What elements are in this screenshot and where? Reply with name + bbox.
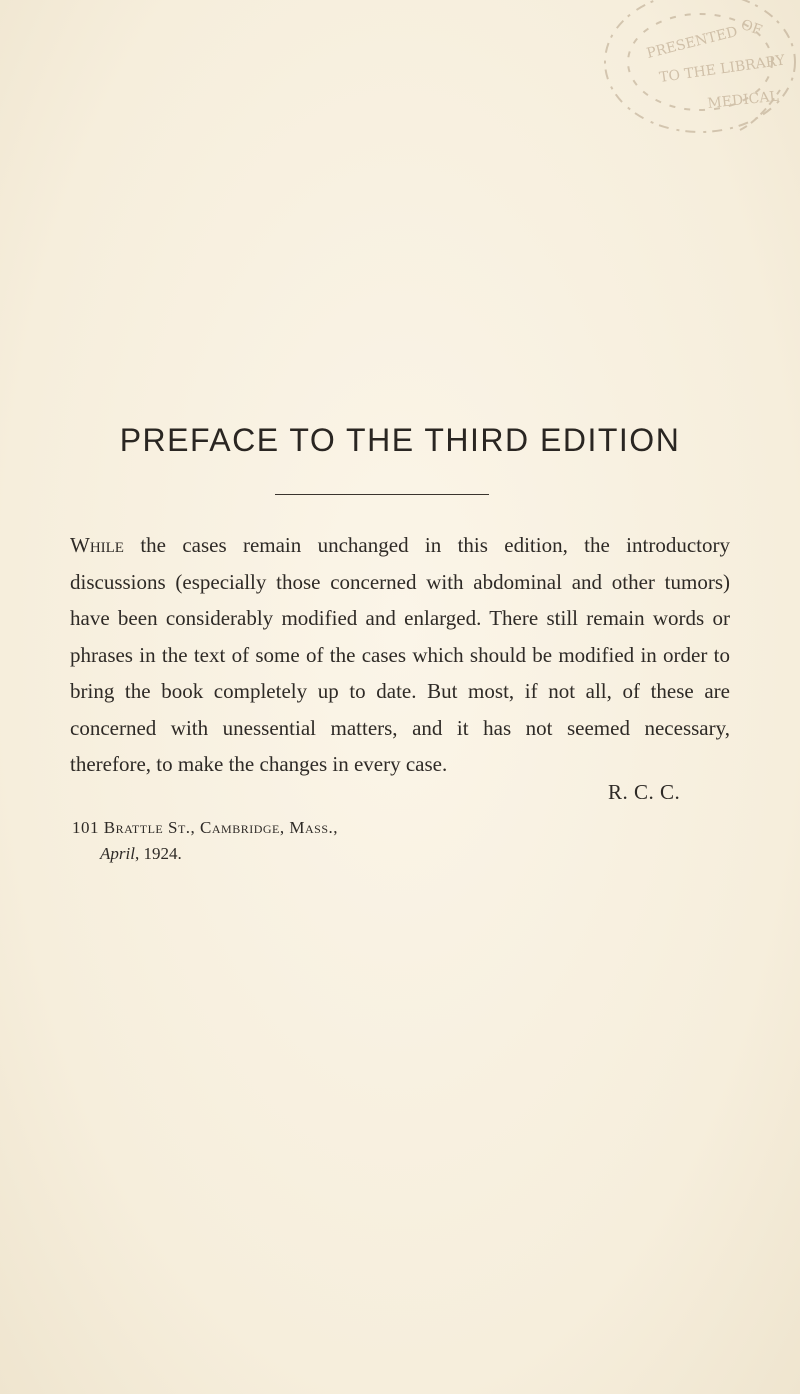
svg-text:OF: OF	[738, 16, 765, 40]
preface-paragraph	[70, 527, 730, 783]
page-title: PREFACE TO THE THIRD EDITION	[119, 422, 681, 458]
title-divider	[275, 494, 489, 495]
svg-text:PRESENTED: PRESENTED	[645, 23, 740, 62]
address-year: , 1924.	[134, 844, 182, 863]
library-stamp-icon	[590, 0, 800, 160]
address-street: 101 Brattle St., Cambridge, Mass.,	[72, 818, 339, 837]
author-address	[72, 815, 338, 867]
address-month: April	[100, 844, 135, 863]
svg-text:TO THE LIBRARY: TO THE LIBRARY	[658, 52, 786, 86]
address-date	[72, 841, 338, 867]
preface-text: the cases remain unchanged in this edition, the introductory discussions (especially those concerned with abdominal and other tumors) have been considerably modified and enlarged. There still remain words or phrases in the text of some of the cases which should be modified in order to bring the book completely up to date. But most, if not all, of these are concerned with unessential matters, and it has not seemed necessary, therefore, to make the changes in every case.	[70, 533, 730, 776]
author-initials: R. C. C.	[608, 780, 681, 804]
preface-lead-word: While	[70, 533, 124, 557]
svg-text:MEDICAL: MEDICAL	[706, 88, 780, 112]
